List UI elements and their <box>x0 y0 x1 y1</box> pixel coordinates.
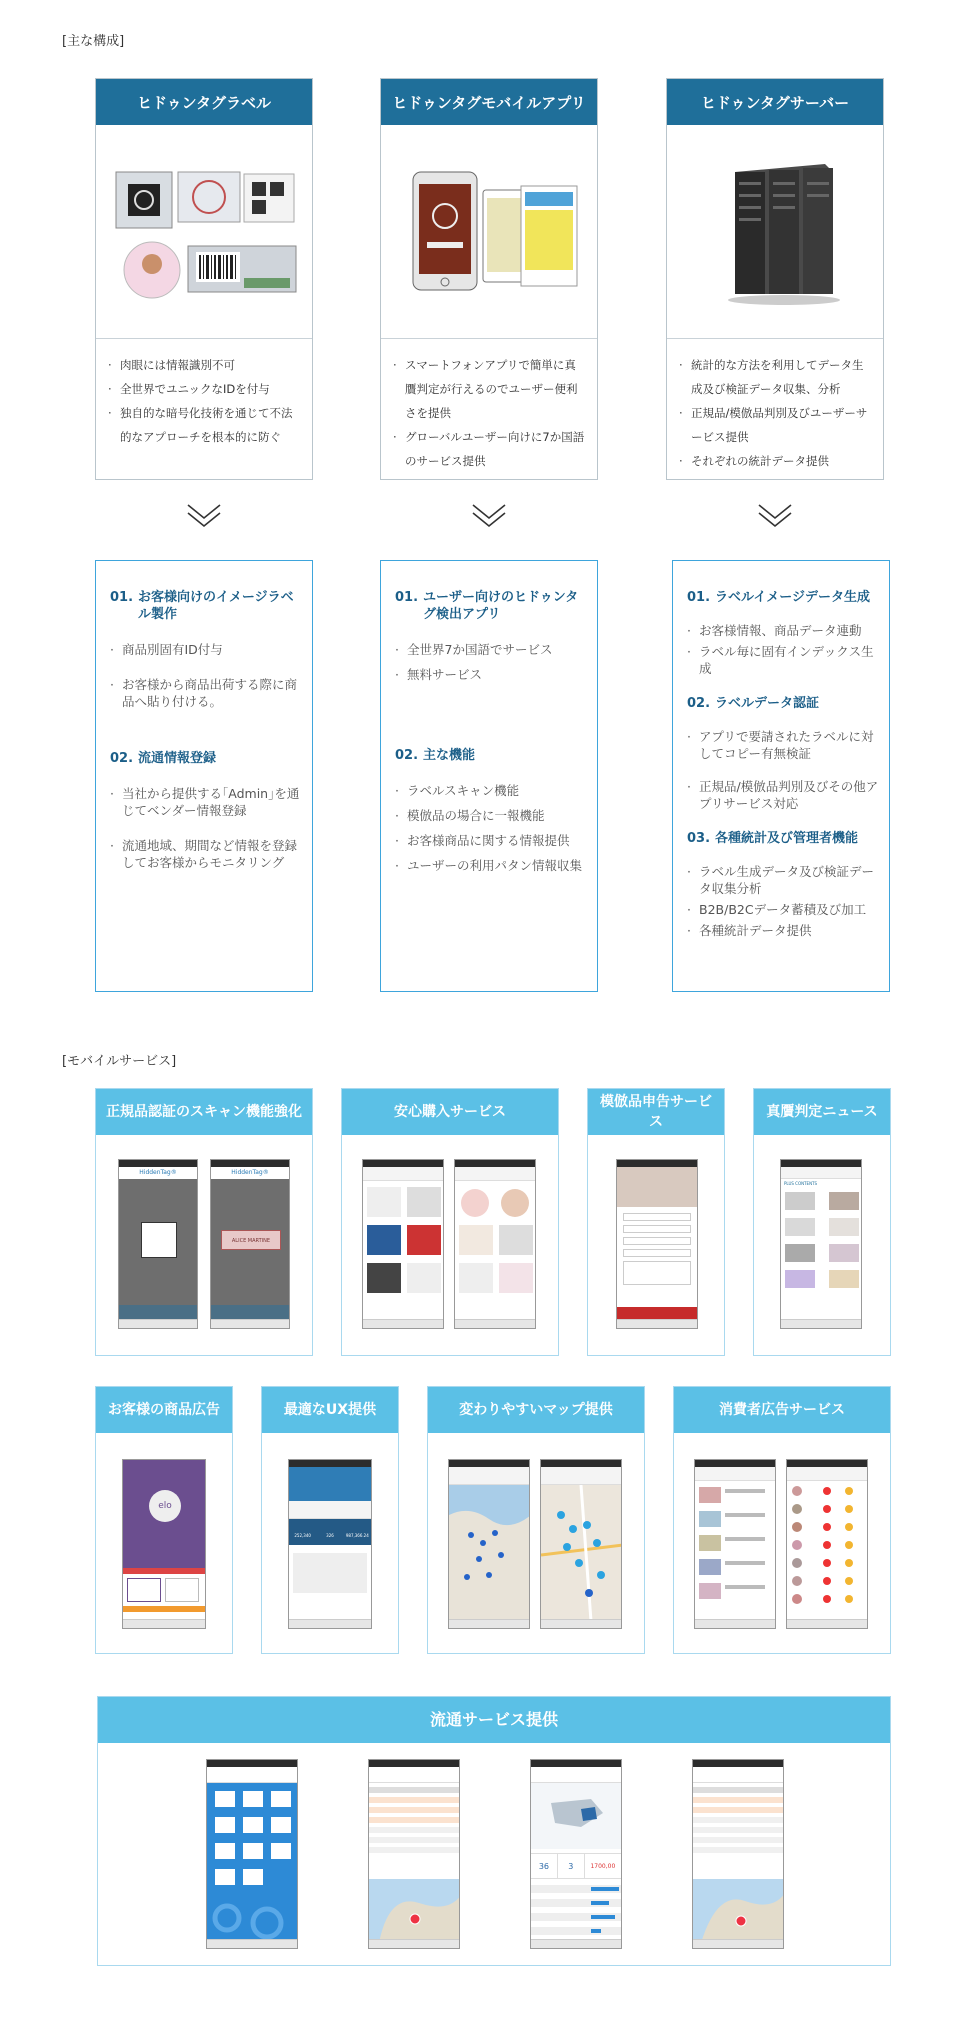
service-header: お客様の商品広告 <box>96 1387 232 1433</box>
service-card-counterfeit-report <box>587 1088 725 1356</box>
card-header: ヒドゥンタグサーバー <box>667 79 883 125</box>
card-header: ヒドゥンタグラベル <box>96 79 312 125</box>
card-bullet-list: · 肉眼には情報識別不可 · 全世界でユニックなIDを付与 · 独自的な暗号化技術を通じて不法的なアプローチを根本的に防ぐ <box>108 358 293 444</box>
chevron-down-icon <box>471 502 507 530</box>
phone-screenshot <box>448 1459 530 1629</box>
service-header: 消費者広告サービス <box>674 1387 890 1433</box>
section-title-main-structure: [主な構成] <box>62 34 125 49</box>
detail-box-server <box>672 560 890 992</box>
component-card-server <box>666 78 884 480</box>
service-header: 安心購入サービス <box>342 1089 558 1135</box>
card-header: ヒドゥンタグモバイルアプリ <box>381 79 597 125</box>
chevron-down-icon <box>186 502 222 530</box>
detail-heading: 01. ラベルイメージデータ生成 <box>687 590 870 605</box>
detail-heading: 02. 主な機能 <box>395 748 476 763</box>
component-card-label <box>95 78 313 480</box>
service-card-product-ad <box>95 1386 233 1654</box>
phone-screenshot: elo <box>122 1459 206 1629</box>
phone-screenshot: HiddenTag® <box>118 1159 198 1329</box>
phone-screenshot <box>694 1459 776 1629</box>
detail-heading: 02. 流通情報登録 <box>110 751 217 766</box>
detail-list: · 商品別固有ID付与 · お客様から商品出荷する際に商品へ貼り付ける。 <box>110 642 298 709</box>
service-header: 模倣品申告サービス <box>588 1089 724 1135</box>
service-header: 最適なUX提供 <box>262 1387 398 1433</box>
detail-list: · ラベルスキャン機能 · 模倣品の場合に一報機能 · お客様商品に関する情報提供 · ユーザーの利用パタン情報収集 <box>395 783 583 873</box>
service-card-ux <box>261 1386 399 1654</box>
phone-screenshot: PLUS CONTENTS <box>780 1159 862 1329</box>
service-header: 変わりやすいマップ提供 <box>428 1387 644 1433</box>
detail-heading: 02. ラベルデータ認証 <box>687 696 820 711</box>
detail-list: · お客様情報、商品データ連動 · ラベル毎に固有インデックス生成 <box>687 623 874 676</box>
detail-list: · 全世界7か国語でサービス · 無料サービス <box>395 642 553 682</box>
phone-screenshot <box>692 1759 784 1949</box>
chevron-down-icon <box>757 502 793 530</box>
service-card-authenticity-news <box>753 1088 891 1356</box>
phone-screenshot <box>368 1759 460 1949</box>
phone-screenshot: 36 3 1700,00 <box>530 1759 622 1949</box>
phone-screenshot: 252,340 326 987,366.24 <box>288 1459 372 1629</box>
card-bullet-list: · スマートフォンアプリで簡単に真贋判定が行えるのでユーザー便利さを提供 · グローバルユーザー向けに7か国語のサービス提供 <box>393 358 585 468</box>
section-title-mobile-services: [モバイルサービス] <box>62 1054 177 1069</box>
detail-list: · ラベル生成データ及び検証データ収集分析 · B2B/B2Cデータ蓄積及び加工 · 各種統計データ提供 <box>687 864 875 938</box>
component-card-mobile-app <box>380 78 598 480</box>
service-card-distribution <box>97 1696 891 1966</box>
detail-heading: 03. 各種統計及び管理者機能 <box>687 831 859 846</box>
phone-screenshot <box>786 1459 868 1629</box>
service-card-map <box>427 1386 645 1654</box>
detail-heading: 01. ユーザー向けのヒドゥンタグ検出アプリ <box>395 590 579 622</box>
service-card-consumer-ad <box>673 1386 891 1654</box>
card-bullet-list: · 統計的な方法を利用してデータ生成及び検証データ収集、分析 · 正規品/模倣品判別及びユーザーサービス提供 · それぞれの統計データ提供 <box>679 358 868 468</box>
service-header: 流通サービス提供 <box>98 1697 890 1743</box>
phone-screenshot <box>540 1459 622 1629</box>
detail-list: · 当社から提供する｢Admin｣を通じてベンダー情報登録 · 流通地域、期間など情報を登録してお客様からモニタリング <box>110 786 300 870</box>
phone-screenshot <box>454 1159 536 1329</box>
phone-screenshot <box>206 1759 298 1949</box>
phone-screenshot <box>362 1159 444 1329</box>
server-rack-image <box>667 125 883 339</box>
phone-screenshot: HiddenTag® ALICE MARTINE <box>210 1159 290 1329</box>
detail-list: · アプリで要請されたラベルに対してコピー有無検証 · 正規品/模倣品判別及びその他アプリサービス対応 <box>687 729 879 811</box>
detail-heading: 01. お客様向けのイメージラベル製作 <box>110 590 294 622</box>
phone-screenshot <box>616 1159 698 1329</box>
detail-box-label <box>95 560 313 992</box>
service-card-safe-purchase <box>341 1088 559 1356</box>
service-card-scan <box>95 1088 313 1356</box>
label-samples-image <box>96 125 312 339</box>
service-header: 正規品認証のスキャン機能強化 <box>96 1089 312 1135</box>
service-header: 真贋判定ニュース <box>754 1089 890 1135</box>
mobile-app-image <box>381 125 597 339</box>
detail-box-app <box>380 560 598 992</box>
